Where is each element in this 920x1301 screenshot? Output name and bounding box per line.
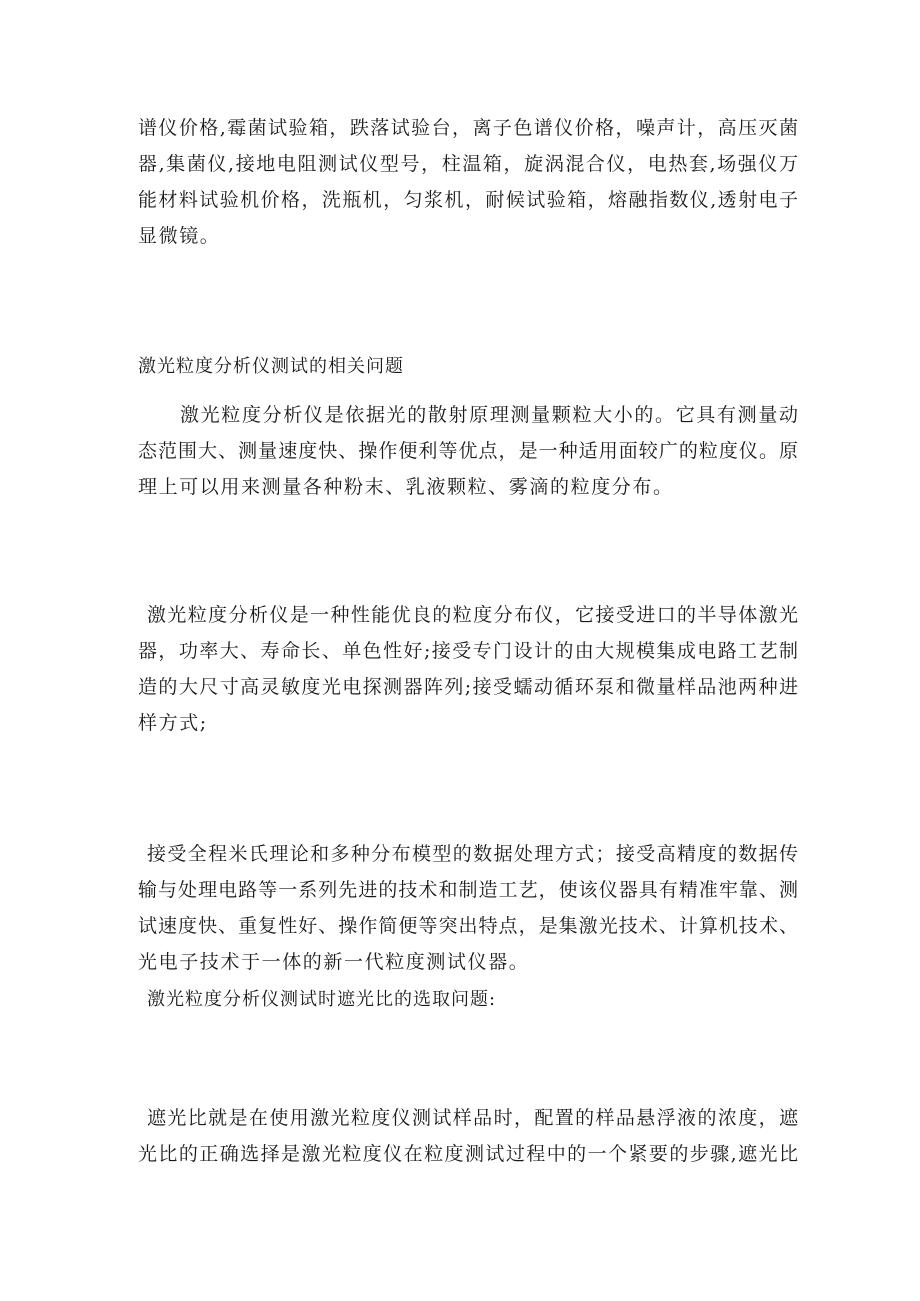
text-line: 造的大尺寸高灵敏度光电探测器阵列;接受蠕动循环泵和微量样品池两种进	[138, 676, 798, 698]
text-line: 谱仪价格,霉菌试验箱，跌落试验台，离子色谱仪价格，噪声计，高压灭菌	[138, 117, 798, 139]
text-line: 器，功率大、寿命长、单色性好;接受专门设计的由大规模集成电路工艺制	[138, 640, 798, 662]
section-heading: 激光粒度分析仪测试时遮光比的选取问题:	[147, 989, 497, 1010]
text-line: 光电子技术于一体的新一代粒度测试仪器。	[138, 951, 530, 973]
text-line: 试速度快、重复性好、操作简便等突出特点，是集激光技术、计算机技术、	[138, 915, 798, 937]
text-line: 遮光比就是在使用激光粒度仪测试样品时，配置的样品悬浮液的浓度，遮	[147, 1107, 798, 1129]
text-line: 样方式;	[138, 712, 208, 734]
text-line: 显微镜。	[138, 225, 221, 247]
paragraph-obscuration	[138, 1100, 798, 1172]
paragraph-principle	[138, 397, 798, 505]
text-line: 光比的正确选择是激光粒度仪在粒度测试过程中的一个紧要的步骤,遮光比	[138, 1143, 798, 1165]
text-line: 能材料试验机价格，洗瓶机，匀浆机，耐候试验箱，熔融指数仪,透射电子	[138, 189, 798, 211]
text-line: 理上可以用来测量各种粉末、乳液颗粒、雾滴的粒度分布。	[138, 476, 674, 498]
text-line: 激光粒度分析仪是一种性能优良的粒度分布仪，它接受进口的半导体激光	[147, 604, 798, 626]
paragraph-technology	[138, 836, 798, 980]
text-line: 激光粒度分析仪是依据光的散射原理测量颗粒大小的。它具有测量动	[180, 404, 798, 426]
text-line: 输与处理电路等一系列先进的技术和制造工艺，使该仪器具有精准牢靠、测	[138, 879, 798, 901]
text-line: 态范围大、测量速度快、操作便利等优点，是一种适用面较广的粒度仪。原	[138, 440, 798, 462]
text-line: 接受全程米氏理论和多种分布模型的数据处理方式；接受高精度的数据传	[147, 843, 798, 865]
section-heading: 激光粒度分析仪测试的相关问题	[138, 356, 404, 377]
text-line: 器,集菌仪,接地电阻测试仪型号，柱温箱，旋涡混合仪，电热套,场强仪万	[138, 153, 798, 175]
paragraph-features	[138, 597, 798, 741]
paragraph-instrument-list	[138, 110, 798, 254]
